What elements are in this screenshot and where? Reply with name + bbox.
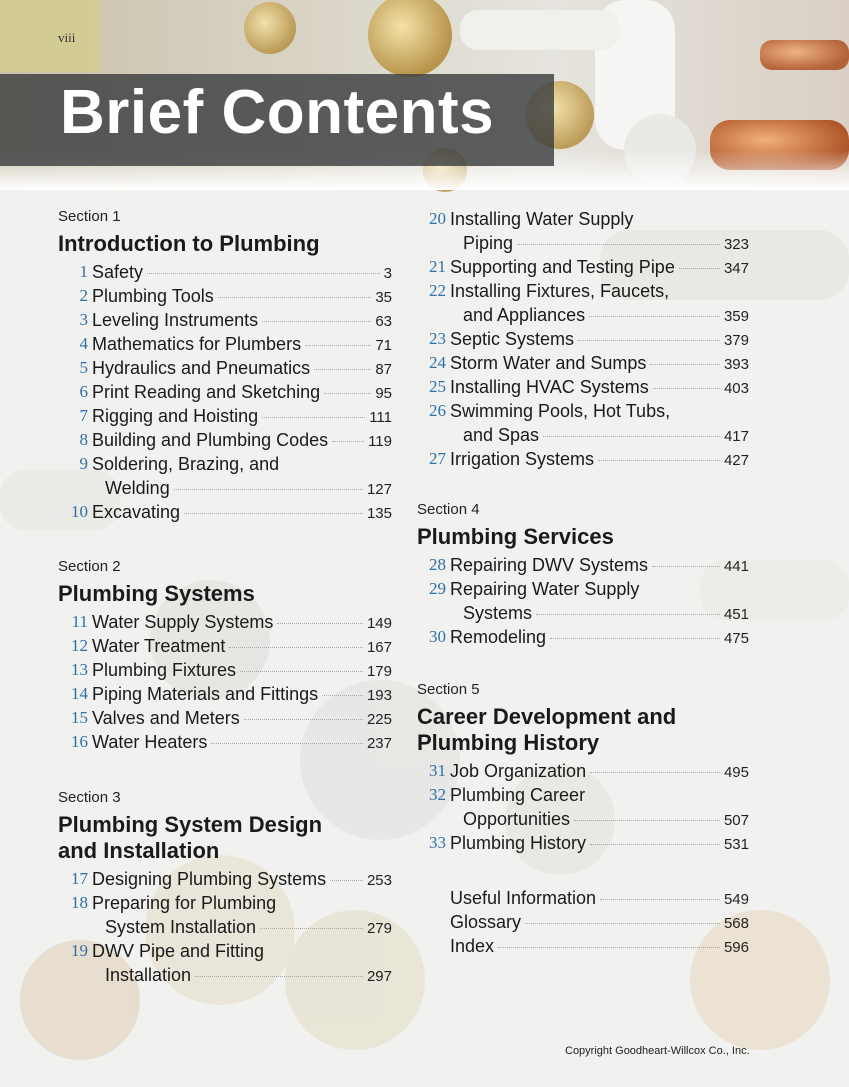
entry-title: Index (450, 936, 495, 956)
entry-title: Glossary (450, 912, 522, 932)
page-ref: 531 (723, 836, 749, 853)
section-title: Career Development and (417, 704, 677, 729)
section-title: and Installation (58, 838, 220, 863)
page-ref: 127 (366, 481, 392, 498)
chapter-number: 30 (429, 627, 446, 646)
entry-title: Plumbing History (450, 833, 587, 853)
leader-dots (262, 417, 365, 418)
entry-line (450, 625, 749, 651)
entry-title: Repairing Water Supply (450, 579, 640, 599)
leader-dots (184, 513, 363, 514)
chapter-number: 16 (71, 732, 88, 751)
toc-entry[interactable] (429, 625, 749, 649)
toc-entry[interactable] (71, 682, 392, 706)
entry-title: Valves and Meters (92, 708, 240, 728)
entry-line (92, 634, 392, 660)
leader-dots (332, 441, 364, 442)
chapter-number: 3 (79, 310, 88, 329)
leader-dots (574, 820, 720, 821)
entry-title: Welding (105, 478, 170, 498)
leader-dots (305, 345, 371, 346)
page-ref: 417 (723, 428, 749, 445)
chapter-number: 21 (429, 257, 446, 276)
entry-title: and Spas (463, 425, 540, 445)
entry-line (463, 423, 749, 449)
toc-entry[interactable] (71, 706, 392, 730)
leader-dots (652, 566, 720, 567)
entry-title: Print Reading and Sketching (92, 382, 321, 402)
leader-dots (525, 923, 720, 924)
toc-entry[interactable] (429, 351, 749, 375)
entry-title: Piping (463, 233, 514, 253)
section-title: Introduction to Plumbing (58, 231, 320, 256)
entry-title: Opportunities (463, 809, 571, 829)
entry-title: Plumbing Tools (92, 286, 214, 306)
chapter-number: 28 (429, 555, 446, 574)
chapter-number: 13 (71, 660, 88, 679)
entry-line (450, 934, 749, 960)
chapter-number: 10 (71, 502, 88, 521)
entry-title: Preparing for Plumbing (92, 893, 277, 913)
toc-entry[interactable] (429, 577, 749, 625)
page-ref: 193 (366, 687, 392, 704)
page-ref: 237 (366, 735, 392, 752)
section-title: Plumbing System Design (58, 812, 323, 837)
entry-title: Installation (105, 965, 192, 985)
entry-line (92, 356, 392, 382)
section-label: Section 4 (417, 501, 480, 518)
toc-entry[interactable] (429, 327, 749, 351)
leader-dots (244, 719, 363, 720)
leader-dots (679, 268, 720, 269)
entry-line (92, 428, 392, 454)
chapter-number: 33 (429, 833, 446, 852)
back-matter-entry[interactable] (450, 934, 749, 958)
page-ref: 393 (723, 356, 749, 373)
entry-line (450, 279, 749, 303)
page-ref: 568 (723, 915, 749, 932)
page-ref: 225 (366, 711, 392, 728)
toc-entry[interactable] (71, 867, 392, 891)
chapter-number: 18 (71, 893, 88, 912)
entry-title: Rigging and Hoisting (92, 406, 259, 426)
chapter-number: 31 (429, 761, 446, 780)
chapter-number: 7 (79, 406, 88, 425)
entry-line (450, 886, 749, 912)
entry-line (105, 963, 392, 989)
chapter-number: 20 (429, 209, 446, 228)
leader-dots (174, 489, 363, 490)
entry-line (92, 867, 392, 893)
page-ref: 297 (366, 968, 392, 985)
entry-title: Installing Fixtures, Faucets, (450, 281, 670, 301)
entry-line (92, 332, 392, 358)
entry-line (450, 351, 749, 377)
entry-line (92, 284, 392, 310)
leader-dots (322, 695, 363, 696)
leader-dots (211, 743, 363, 744)
leader-dots (590, 772, 720, 773)
toc-entry[interactable] (79, 428, 392, 452)
toc-entry[interactable] (429, 831, 749, 855)
entry-line (92, 891, 392, 915)
entry-title: Irrigation Systems (450, 449, 595, 469)
page-number: viii (58, 30, 76, 45)
entry-title: Water Supply Systems (92, 612, 274, 632)
section-title: Plumbing Systems (58, 581, 255, 606)
page-ref: 35 (375, 289, 392, 306)
entry-line (450, 910, 749, 936)
toc-entry[interactable] (429, 207, 749, 255)
chapter-number: 1 (79, 262, 88, 281)
entry-line (92, 404, 392, 430)
toc-entry[interactable] (79, 284, 392, 308)
entry-title: Water Treatment (92, 636, 226, 656)
toc-entry[interactable] (71, 939, 392, 987)
entry-title: Installing HVAC Systems (450, 377, 649, 397)
chapter-number: 19 (71, 941, 88, 960)
chapter-number: 32 (429, 785, 446, 804)
entry-title: Systems (463, 603, 533, 623)
entry-title: Installing Water Supply (450, 209, 634, 229)
toc-entry[interactable] (429, 399, 749, 447)
leader-dots (240, 671, 363, 672)
chapter-number: 15 (71, 708, 88, 727)
entry-title: Swimming Pools, Hot Tubs, (450, 401, 671, 421)
entry-title: Soldering, Brazing, and (92, 454, 280, 474)
entry-title: Building and Plumbing Codes (92, 430, 329, 450)
entry-title: Useful Information (450, 888, 597, 908)
toc-entry[interactable] (79, 404, 392, 428)
entry-line (92, 452, 392, 476)
chapter-number: 26 (429, 401, 446, 420)
entry-line (450, 327, 749, 353)
section-label: Section 5 (417, 681, 480, 698)
toc-entry[interactable] (79, 380, 392, 404)
toc-entry[interactable] (79, 452, 392, 500)
page-ref: 71 (375, 337, 392, 354)
toc-entry[interactable] (429, 255, 749, 279)
page-ref: 179 (366, 663, 392, 680)
entry-line (450, 399, 749, 423)
chapter-number: 17 (71, 869, 88, 888)
entry-line (92, 658, 392, 684)
entry-line (463, 601, 749, 627)
leader-dots (600, 899, 720, 900)
page-ref: 119 (368, 433, 392, 450)
section-label: Section 2 (58, 558, 121, 575)
section-title: Plumbing Services (417, 524, 614, 549)
entry-line (92, 260, 392, 286)
entry-line (92, 308, 392, 334)
chapter-number: 4 (79, 334, 88, 353)
entry-title: Mathematics for Plumbers (92, 334, 302, 354)
chapter-number: 22 (429, 281, 446, 300)
entry-line (450, 447, 749, 473)
chapter-number: 9 (79, 454, 88, 473)
entry-title: Plumbing Career (450, 785, 586, 805)
page-ref: 95 (375, 385, 392, 402)
page-ref: 507 (723, 812, 749, 829)
page-ref: 379 (723, 332, 749, 349)
page-ref: 347 (723, 260, 749, 277)
leader-dots (536, 614, 720, 615)
leader-dots (650, 364, 720, 365)
toc-entry[interactable] (71, 634, 392, 658)
leader-dots (218, 297, 372, 298)
entry-line (92, 500, 392, 526)
toc-entry[interactable] (79, 260, 392, 284)
entry-line (92, 682, 392, 708)
leader-dots (324, 393, 371, 394)
entry-title: System Installation (105, 917, 257, 937)
leader-dots (590, 844, 720, 845)
entry-title: and Appliances (463, 305, 586, 325)
entry-title: Job Organization (450, 761, 587, 781)
section-title: Plumbing History (417, 730, 600, 755)
back-matter-entry[interactable] (450, 910, 749, 934)
chapter-number: 23 (429, 329, 446, 348)
chapter-number: 14 (71, 684, 88, 703)
entry-line (450, 759, 749, 785)
toc-entry[interactable] (429, 375, 749, 399)
leader-dots (578, 340, 720, 341)
page-ref: 549 (723, 891, 749, 908)
page-ref: 149 (366, 615, 392, 632)
entry-line (450, 255, 749, 281)
entry-line (450, 375, 749, 401)
page-ref: 63 (375, 313, 392, 330)
entry-line (92, 939, 392, 963)
page-ref: 427 (723, 452, 749, 469)
leader-dots (543, 436, 720, 437)
leader-dots (550, 638, 720, 639)
leader-dots (277, 623, 363, 624)
page-ref: 451 (723, 606, 749, 623)
page-title: Brief Contents (60, 78, 495, 147)
entry-line (450, 553, 749, 579)
entry-line (463, 303, 749, 329)
entry-title: Hydraulics and Pneumatics (92, 358, 311, 378)
entry-title: Designing Plumbing Systems (92, 869, 327, 889)
page-ref: 596 (723, 939, 749, 956)
chapter-number: 6 (79, 382, 88, 401)
back-matter-entry[interactable] (450, 886, 749, 910)
chapter-number: 5 (79, 358, 88, 377)
entry-line (105, 915, 392, 941)
toc-entry[interactable] (429, 447, 749, 471)
leader-dots (229, 647, 363, 648)
leader-dots (589, 316, 720, 317)
toc-entry[interactable] (429, 553, 749, 577)
toc-entry[interactable] (71, 500, 392, 524)
page-ref: 359 (723, 308, 749, 325)
leader-dots (498, 947, 720, 948)
entry-line (92, 730, 392, 756)
entry-title: Plumbing Fixtures (92, 660, 237, 680)
page-ref: 253 (366, 872, 392, 889)
entry-title: DWV Pipe and Fitting (92, 941, 265, 961)
leader-dots (517, 244, 720, 245)
copyright-notice: Copyright Goodheart-Willcox Co., Inc. (565, 1045, 750, 1057)
page-ref: 495 (723, 764, 749, 781)
leader-dots (314, 369, 371, 370)
page-ref: 441 (723, 558, 749, 575)
toc-entry[interactable] (71, 658, 392, 682)
page-ref: 87 (375, 361, 392, 378)
entry-line (450, 207, 749, 231)
toc-entry[interactable] (429, 279, 749, 327)
entry-line (92, 380, 392, 406)
entry-line (105, 476, 392, 502)
entry-title: Piping Materials and Fittings (92, 684, 319, 704)
entry-title: Remodeling (450, 627, 547, 647)
chapter-number: 25 (429, 377, 446, 396)
toc-entry[interactable] (79, 332, 392, 356)
page-ref: 323 (723, 236, 749, 253)
chapter-number: 29 (429, 579, 446, 598)
entry-line (450, 783, 749, 807)
page-ref: 135 (366, 505, 392, 522)
page-ref: 111 (369, 409, 392, 426)
entry-line (450, 831, 749, 857)
entry-line (450, 577, 749, 601)
chapter-number: 2 (79, 286, 88, 305)
leader-dots (260, 928, 363, 929)
chapter-number: 27 (429, 449, 446, 468)
leader-dots (195, 976, 363, 977)
leader-dots (598, 460, 720, 461)
page-ref: 279 (366, 920, 392, 937)
chapter-number: 24 (429, 353, 446, 372)
toc-entry[interactable] (71, 891, 392, 939)
chapter-number: 12 (71, 636, 88, 655)
entry-line (463, 231, 749, 257)
toc-entry[interactable] (71, 730, 392, 754)
entry-line (92, 706, 392, 732)
entry-line (92, 610, 392, 636)
entry-title: Supporting and Testing Pipe (450, 257, 675, 277)
page-ref: 3 (383, 265, 392, 282)
entry-title: Septic Systems (450, 329, 575, 349)
page-ref: 167 (366, 639, 392, 656)
page-ref: 475 (723, 630, 749, 647)
toc-entry[interactable] (429, 783, 749, 831)
entry-title: Repairing DWV Systems (450, 555, 649, 575)
entry-title: Storm Water and Sumps (450, 353, 647, 373)
toc-entry[interactable] (71, 610, 392, 634)
entry-title: Safety (92, 262, 144, 282)
entry-line (463, 807, 749, 833)
section-label: Section 1 (58, 208, 121, 225)
chapter-number: 8 (79, 430, 88, 449)
toc-entry[interactable] (79, 356, 392, 380)
section-label: Section 3 (58, 789, 121, 806)
chapter-number: 11 (71, 612, 88, 631)
entry-title: Excavating (92, 502, 181, 522)
leader-dots (330, 880, 363, 881)
toc-entry[interactable] (429, 759, 749, 783)
leader-dots (653, 388, 720, 389)
page-ref: 403 (723, 380, 749, 397)
leader-dots (147, 273, 380, 274)
entry-title: Leveling Instruments (92, 310, 259, 330)
entry-title: Water Heaters (92, 732, 208, 752)
leader-dots (262, 321, 371, 322)
toc-entry[interactable] (79, 308, 392, 332)
